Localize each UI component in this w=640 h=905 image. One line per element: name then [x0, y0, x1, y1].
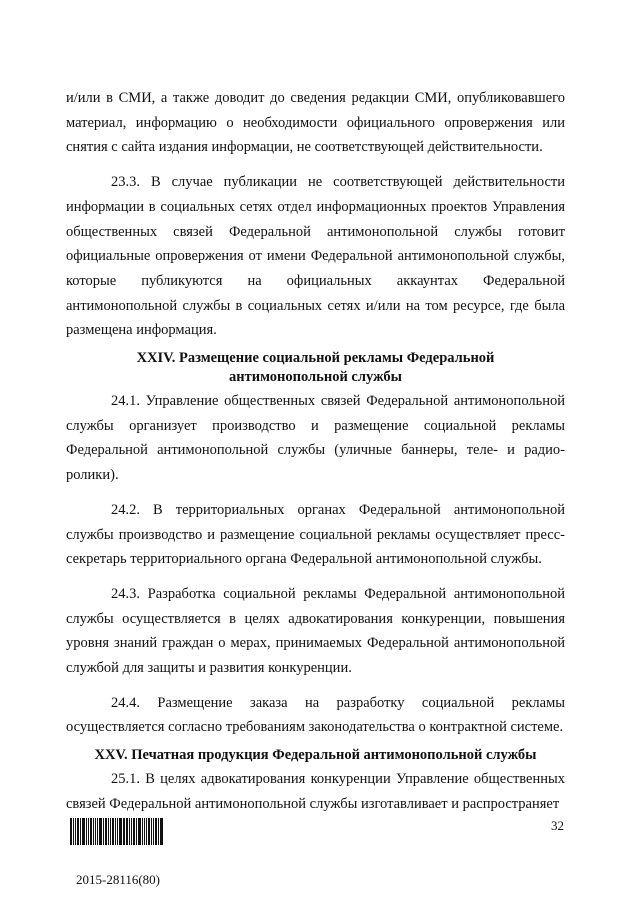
barcode-bar: [88, 818, 89, 845]
barcode-bar: [75, 818, 76, 845]
barcode-bar: [155, 818, 157, 845]
barcode-bar: [99, 818, 102, 845]
barcode-image: [70, 818, 164, 845]
paragraph-continuation: и/или в СМИ, а также доводит до сведения редакции СМИ, опубликовавшего материал, информацию о необходимости официального опровержения или снятия с сайта издания информации, не соответствующей действительности.: [66, 90, 565, 156]
barcode-bar: [153, 818, 154, 845]
barcode-bar: [115, 818, 116, 845]
barcode-bar: [95, 818, 96, 845]
barcode-bar: [97, 818, 98, 845]
paragraph-24-3: 24.3. Разработка социальной рекламы Федеральной антимонопольной службы осуществляется в целях адвокатирования конкуренции, повышения уровня знаний граждан о мерах, принимаемых Федеральной антимонопольной службой для защиты и развития конкуренции.: [66, 585, 565, 677]
barcode-bar: [142, 818, 143, 845]
section-24-heading: [66, 349, 565, 387]
barcode-bar: [151, 818, 152, 845]
barcode-bar: [86, 818, 87, 845]
paragraph-24-4: 24.4. Размещение заказа на разработку социальной рекламы осуществляется согласно требованиям законодательства о контрактной системе.: [66, 694, 565, 736]
barcode-bar: [110, 818, 111, 845]
barcode-bar: [119, 818, 122, 845]
barcode-bar: [124, 818, 125, 845]
barcode-bar: [148, 818, 150, 845]
barcode-bar: [131, 818, 132, 845]
section-24-heading-line2: антимонопольной службы: [229, 369, 402, 386]
barcode-bar: [82, 818, 85, 845]
barcode-bar: [93, 818, 94, 845]
barcode-bar: [105, 818, 107, 845]
barcode-bar: [136, 818, 137, 845]
barcode-bar: [90, 818, 92, 845]
barcode-bar: [129, 818, 130, 845]
document-page: [66, 86, 565, 817]
barcode-bar: [160, 818, 163, 845]
barcode-bar: [112, 818, 114, 845]
section-25-heading: XXV. Печатная продукция Федеральной антимонопольной службы: [94, 747, 537, 764]
paragraph-23-3: 23.3. В случае публикации не соответствующей действительности информации в социальных сетях отдел информационных проектов Управления общественных связей Федеральной антимонопольной службы готовит официальные опровержения от имени Федеральной антимонопольной службы, которые публикуются на официальных аккаунтах Федеральной антимонопольной службы в социальных сетях и/или на том ресурсе, где была размещена информация.: [66, 174, 565, 339]
document-id: 2015-28116(80): [76, 872, 161, 887]
paragraph-24-2: 24.2. В территориальных органах Федеральной антимонопольной службы производство и размещение социальной рекламы осуществляет пресс-секретарь территориального органа Федеральной антимонопольной службы.: [66, 501, 565, 568]
barcode-bar: [73, 818, 74, 845]
barcode-bar: [138, 818, 141, 845]
barcode-bar: [80, 818, 81, 845]
barcode-bar: [70, 818, 72, 845]
section-24-heading-line1: XXIV. Размещение социальной рекламы Федеральной: [136, 350, 495, 367]
barcode-bar: [126, 818, 128, 845]
barcode-bar: [108, 818, 109, 845]
barcode-bar: [117, 818, 118, 845]
page-number: 32: [551, 818, 564, 833]
barcode-bar: [123, 818, 124, 845]
barcode-bar: [146, 818, 147, 845]
paragraph-24-1: 24.1. Управление общественных связей Федеральной антимонопольной службы организует производство и размещение социальной рекламы Федеральной антимонопольной службы (уличные баннеры, теле- и радио-ролики).: [66, 393, 565, 484]
barcode-bar: [133, 818, 135, 845]
barcode-bar: [158, 818, 159, 845]
barcode-bar: [77, 818, 79, 845]
barcode-bar: [103, 818, 104, 845]
paragraph-25-1: 25.1. В целях адвокатирования конкуренции Управление общественных связей Федеральной антимонопольной службы изготавливает и распространяет: [66, 771, 565, 812]
barcode-bar: [144, 818, 145, 845]
